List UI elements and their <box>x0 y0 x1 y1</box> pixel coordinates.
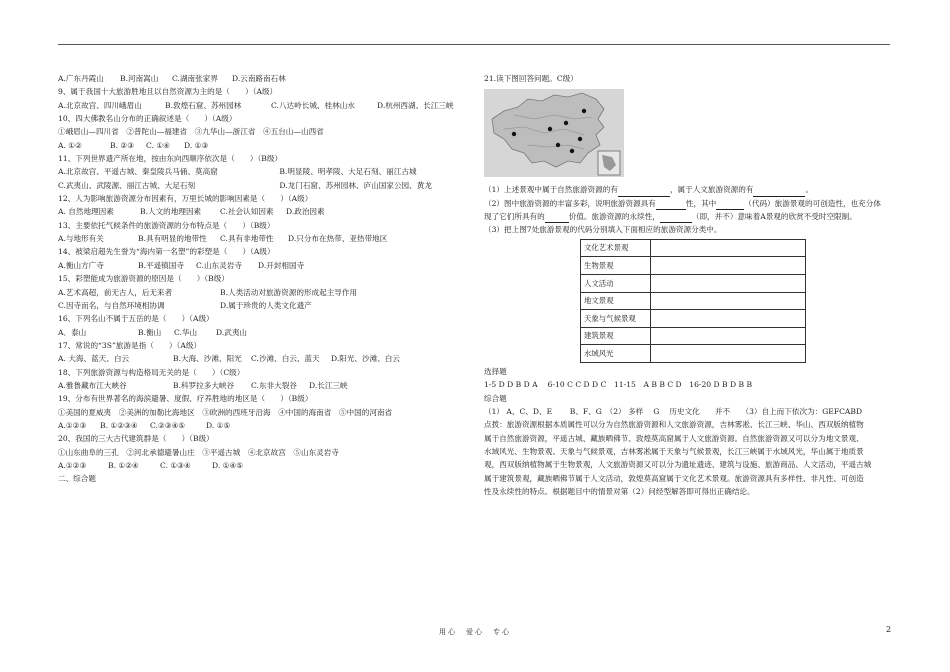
option-text: C.湖南张家界 <box>172 74 218 83</box>
option-row <box>58 165 478 178</box>
option-text: B.明显陵、明孝陵、大足石刻、丽江古城 <box>279 167 417 177</box>
commentary-line: 观，西双版纳植物属于生物景观，人文旅游资源又可以分为遗址遗迹、建筑与设施、旅游商品、人文活动，平遥古城 <box>484 460 872 470</box>
option-text: D. ①③ <box>184 140 209 150</box>
option-text: A.与地形有关 <box>58 234 104 244</box>
table-row <box>581 292 806 310</box>
question-line: ①山东曲阜的三孔 ②河北承德避暑山庄 ③平遥古城 ④北京故宫 ⑤山东灵岩寺 <box>58 447 339 457</box>
commentary <box>484 418 894 498</box>
option-text: C.因寺而名，与自然环境相协调 <box>58 300 165 310</box>
option-row <box>58 299 478 312</box>
table-row <box>581 239 806 257</box>
option-text: D.杭州西湖、长江三峡 <box>377 100 454 110</box>
option-text: C.武夷山、武陵源、丽江古城、大足石刻 <box>58 180 196 190</box>
answer-blank[interactable] <box>545 213 569 223</box>
question-line: 16、下列名山不属于五岳的是（ ）（A级） <box>58 314 214 324</box>
option-text: D. ①⑤ <box>206 420 231 430</box>
option-text: D.开封相国寺 <box>258 260 305 270</box>
option-text: A.广东丹霞山 <box>58 74 104 83</box>
option-text: C.具有非地带性 <box>220 234 274 244</box>
question-line: ①美国的夏威夷 ②美洲的加勒比海地区 ③欧洲的西班牙沿海 ④中国的海南省 ⑤中国的河南省 <box>58 407 393 417</box>
question-line: 19、分布有世界著名的海滨避暑、度假、疗养胜地的地区是（ ）（B级） <box>58 394 313 404</box>
question-line: 18、下列旅游资源与构造格局无关的是（ ）（C级） <box>58 367 245 377</box>
question-line: 12、人为影响旅游资源分布因素有，万里长城的影响因素是（ ）（A级） <box>58 194 313 204</box>
category-label: 人文活动 <box>581 274 651 292</box>
commentary-line: 点拨：旅游资源根据本质属性可以分为自然旅游资源和人文旅游资源，吉林雾凇、长江三峡、华山、西双版纳植物 <box>484 420 864 430</box>
left-column <box>58 72 478 486</box>
option-text: D.武夷山 <box>216 327 248 337</box>
option-text: A. 大海、蓝天、白云 <box>58 354 130 364</box>
option-text: D.云南路南石林 <box>232 74 286 83</box>
option-row <box>58 419 478 432</box>
footer-text: 用心 爱心 专心 <box>439 628 511 636</box>
question-line: 20、我国的三大古代建筑群是（ ）（B级） <box>58 434 214 444</box>
option-text: C.沙滩、白云、蓝天 <box>251 354 320 364</box>
answer-blank[interactable] <box>753 187 805 197</box>
question-line: 二、综合题 <box>58 474 96 484</box>
question-21-part-3: （3）把上图7处旅游景观的代码分别填入下面相应的旅游资源分类中。 <box>484 225 722 235</box>
option-text: C. ①④ <box>146 140 170 150</box>
option-row <box>58 352 478 365</box>
option-row <box>58 72 478 85</box>
table-row <box>581 345 806 363</box>
option-text: D.只分布在热带、亚热带地区 <box>288 234 388 244</box>
option-row <box>58 232 478 245</box>
commentary-line: 水域风光、生物景观、天象与气候景观，吉林雾凇属于天象与气候景观，长江三峡属于水域风光，华山属于地质景 <box>484 446 864 456</box>
question-line: 13、主要依托气候条件的旅游资源的分布特点是（ ）（B级） <box>58 220 275 230</box>
option-row <box>58 99 478 112</box>
option-text: D.阳光、沙滩、白云 <box>331 354 400 364</box>
option-text: C.②③④⑤ <box>150 420 186 430</box>
question-line: 15、彩塑能成为旅游资源的原因是（ ）（B级） <box>58 274 229 284</box>
category-label: 文化艺术景观 <box>581 239 651 257</box>
answer-cell[interactable] <box>651 239 806 257</box>
answers-synthesis-line: （1） A、C、D、E B、F、G （2） 多样 G 历史文化 并不 （3）自上而下依次为：GEFCABD <box>484 406 863 416</box>
right-column <box>484 72 894 498</box>
question-21-title: 21.读下图回答问题。C级） <box>484 74 578 83</box>
option-text: B.具有明显的地带性 <box>138 234 207 244</box>
option-text: C.华山 <box>174 327 198 337</box>
option-text: D.龙门石窟、苏州园林、庐山国家公园、黄龙 <box>279 180 432 190</box>
option-text: D.属于珍贵的人类文化遗产 <box>220 300 312 310</box>
question-line: ①峨眉山—四川省 ②普陀山—福建省 ③九华山—浙江省 ④五台山—山西省 <box>58 127 324 137</box>
option-text: D. ①④⑤ <box>212 460 244 470</box>
option-text: A.北京故宫、四川峨眉山 <box>58 100 142 110</box>
option-text: A.雅鲁藏布江大峡谷 <box>58 380 127 390</box>
option-text: C. ①③④ <box>160 460 191 470</box>
option-row <box>58 205 478 218</box>
answers-synthesis-title: 综合题 <box>484 393 507 403</box>
option-text: B. ①②④ <box>108 460 139 470</box>
page-number: 2 <box>886 625 892 634</box>
answer-cell[interactable] <box>651 310 806 328</box>
option-row <box>58 139 478 152</box>
option-text: B.人文的地理因素 <box>140 207 202 217</box>
option-text: A. 自然地理因素 <box>58 207 114 217</box>
option-text: D.长江三峡 <box>309 380 348 390</box>
answers-choice-title: 选择题 <box>484 366 507 376</box>
answer-cell[interactable] <box>651 274 806 292</box>
header-rule <box>58 44 890 45</box>
category-label: 地文景观 <box>581 292 651 310</box>
option-text: A. ①② <box>58 140 82 150</box>
answer-blank[interactable] <box>618 187 670 197</box>
option-text: A.①②③ <box>58 420 87 430</box>
option-row <box>58 259 478 272</box>
answer-cell[interactable] <box>651 327 806 345</box>
option-text: B.衡山 <box>138 327 162 337</box>
option-text: B.敦煌石窟、苏州园林 <box>165 100 242 110</box>
option-text: A.衡山方广寺 <box>58 260 104 270</box>
china-map-icon <box>484 89 624 177</box>
question-21-part-2b: 现了它们所具有的 价值。旅游资源的永续性， （即，并不）意味着A景观的欣赏不受时空限制。 <box>484 210 894 223</box>
question-21-part-1: （1）上述景观中属于自然旅游资源的有 ，属于人文旅游资源的有 。 <box>484 183 894 196</box>
option-row <box>58 379 478 392</box>
answer-cell[interactable] <box>651 292 806 310</box>
table-row <box>581 257 806 275</box>
answer-blank[interactable] <box>660 213 692 223</box>
option-text: A.①②③ <box>58 460 87 470</box>
option-text: B.科罗拉多大峡谷 <box>173 380 235 390</box>
answer-cell[interactable] <box>651 345 806 363</box>
question-line: 14、被梁启超先生誉为“海内第一名塑”的彩塑是（ ）（A级） <box>58 247 275 257</box>
answer-cell[interactable] <box>651 257 806 275</box>
option-text: B.平遥镇国寺 <box>138 260 184 270</box>
option-text: B.人类活动对旅游资源的形成起主导作用 <box>220 287 358 297</box>
option-row <box>58 286 478 299</box>
category-label: 生物景观 <box>581 257 651 275</box>
commentary-line: 性及永续性的特点。根据题目中的情景对第（2）问经型解答即可得出正确结论。 <box>484 486 755 496</box>
category-label: 天象与气候景观 <box>581 310 651 328</box>
commentary-line: 属于建筑景观，藏族晒佛节属于人文活动，敦煌莫高窟属于文化艺术景观。旅游资源具有多样性、非凡性、可创造 <box>484 473 864 483</box>
option-text: B.大海、沙滩、阳光 <box>173 354 242 364</box>
table-row <box>581 327 806 345</box>
option-text: D.政治因素 <box>286 207 325 217</box>
option-row <box>58 326 478 339</box>
option-row <box>58 459 478 472</box>
option-text: C.东非大裂谷 <box>251 380 297 390</box>
commentary-line: 属于自然旅游资源，平遥古城、藏族晒佛节、敦煌莫高窟属于人文旅游资源。自然旅游资源又可以分为地文景观、 <box>484 433 864 443</box>
category-label: 水域风光 <box>581 345 651 363</box>
question-line: 9、属于我国十大旅游胜地且以自然资源为主的是（ ）（A级） <box>58 87 278 97</box>
option-text: C.山东灵岩寺 <box>196 260 242 270</box>
classification-table <box>580 239 806 363</box>
option-text: C.八达岭长城、桂林山水 <box>271 100 355 110</box>
answer-blank[interactable] <box>716 200 744 210</box>
option-row <box>58 179 478 192</box>
option-text: B. ②③ <box>110 140 135 150</box>
table-row <box>581 310 806 328</box>
option-text: B.河南嵩山 <box>120 74 159 83</box>
table-row <box>581 274 806 292</box>
option-text: C.社会认知因素 <box>220 207 274 217</box>
question-21-part-2a: （2）图中旅游资源的丰富多彩，说明旅游资源具有 性，其中 （代码）旅游景观的可创造性，也充分体 <box>484 197 894 210</box>
option-text: A．泰山 <box>58 327 87 337</box>
category-label: 建筑景观 <box>581 327 651 345</box>
option-text: A.艺术高超，前无古人，后无来者 <box>58 287 173 297</box>
question-line: 10、四大佛教名山分布的正确叙述是（ ）（A级） <box>58 114 237 124</box>
option-text: A.北京故宫、平遥古城、秦皇陵兵马俑、莫高窟 <box>58 167 218 177</box>
china-map-image <box>484 89 624 177</box>
question-line: 17、常说的“3S”旅游是指（ ）（A级） <box>58 340 202 350</box>
answer-blank[interactable] <box>656 200 686 210</box>
answers-choice-line: 1-5 D D B D A 6-10 C C D D C 11-15 A B B C D 16-20 D B D B B <box>484 380 753 390</box>
question-line: 11、下列世界遗产所在地，按由东向西顺序依次是（ ）（B级） <box>58 154 283 164</box>
option-text: B. ①②③④ <box>100 420 138 430</box>
